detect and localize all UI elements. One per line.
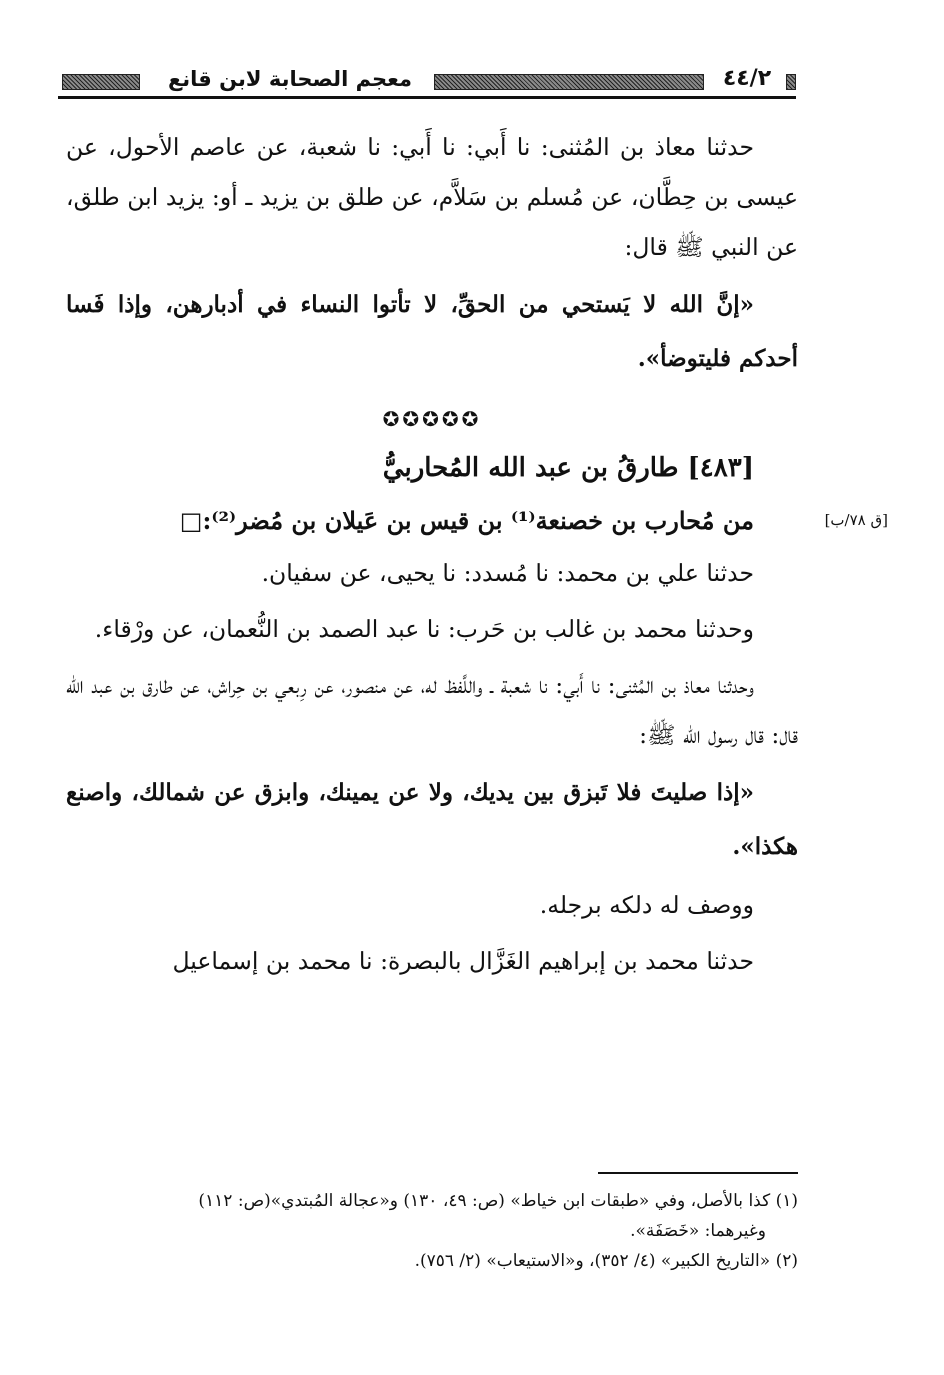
footnote-1: (١) كذا بالأصل، وفي «طبقات ابن خياط» (ص: ٤٩، ١٣٠) و«عجالة المُبتدي»(ص: ١١٢) bbox=[198, 1191, 798, 1211]
isnad-paragraph-3: وحدثنا محمد بن غالب بن حَرب: نا عبد الصمد بن النُّعمان، عن ورْقاء. bbox=[94, 615, 754, 643]
isnad-paragraph-5: حدثنا محمد بن إبراهيم الغَزَّال بالبصرة: نا محمد بن إسماعيل bbox=[172, 947, 754, 975]
hadith-quote-2: «إذا صليتَ فلا تَبزق بين يديك، ولا عن يمينك، وابزق عن شمالك، واصنع هكذا». bbox=[66, 779, 798, 860]
running-header bbox=[58, 62, 796, 102]
header-ornament-left bbox=[62, 74, 140, 90]
lineage-row bbox=[66, 494, 888, 548]
header-ornament-right bbox=[786, 74, 796, 90]
footnote-1-continued: وغيرهما: «خَصَفَة». bbox=[630, 1221, 766, 1241]
isnad-paragraph-4: وحدثنا معاذ بن المُثنى: نا أَبي: نا شعبة ـ واللَّفظ له، عن منصور، عن رِبعي بن حِراش، عن طارق بن عبد الله قال: قال رسول الله ﷺ: bbox=[66, 671, 798, 749]
header-rule bbox=[58, 96, 796, 99]
isnad-paragraph-2: حدثنا علي بن محمد: نا مُسدد: نا يحيى، عن سفيان. bbox=[261, 559, 754, 587]
lineage-line: من مُحارب بن خصنعة⁽¹⁾ بن قيس بن عَيلان بن مُضر⁽²⁾:□ bbox=[179, 506, 754, 535]
header-book-title: معجم الصحابة لابن قانع bbox=[167, 67, 413, 91]
description-line: ووصف له دلكه برجله. bbox=[539, 891, 754, 919]
section-divider-stars: ✪✪✪✪✪ bbox=[382, 407, 482, 431]
manuscript-margin-note: [ق ٧٨/ب] bbox=[824, 511, 888, 529]
hadith-quote-1: «إنَّ الله لا يَستحي من الحقِّ، لا تأتوا النساء في أدبارهن، وإذا فَسا أحدكم فليتوضأ». bbox=[66, 291, 798, 372]
footnote-2: (٢) «التاريخ الكبير» (٤/ ٣٥٢)، و«الاستيعاب» (٢/ ٧٥٦). bbox=[414, 1251, 798, 1271]
main-text bbox=[66, 122, 888, 986]
header-ornament-middle bbox=[434, 74, 704, 90]
entry-title: [٤٨٣] طارقُ بن عبد الله المُحاربيُّ bbox=[382, 453, 754, 483]
header-page-number: ٤٤/٢ bbox=[722, 66, 772, 91]
footnotes bbox=[66, 1186, 798, 1276]
footnote-separator bbox=[598, 1172, 798, 1174]
isnad-paragraph-1: حدثنا معاذ بن المُثنى: نا أَبي: نا أَبي: نا شعبة، عن عاصم الأحول، عن عيسى بن حِطَّان، عن مُسلم بن سَلاَّم، عن طلق بن يزيد ـ أو: يزيد ابن طلق، عن النبي ﷺ قال: bbox=[66, 133, 798, 261]
